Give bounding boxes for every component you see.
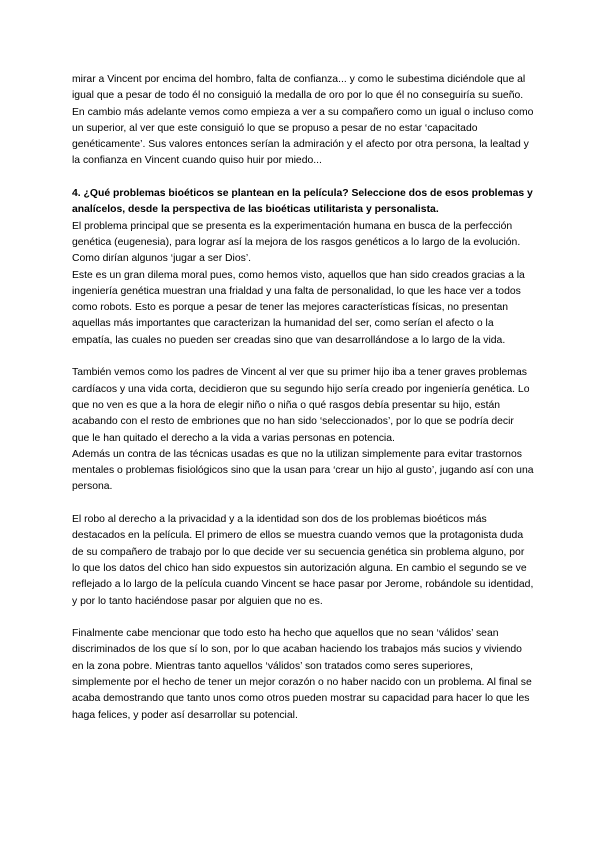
- paragraph-dilema-moral: Este es un gran dilema moral pues, como hemos visto, aquellos que han sido creados gracias a la ingeniería genética muestran una frialdad y una falta de personalidad, lo que les hace ver a todos como robots. Esto es porque a pesar de tener las mejores características físicas, no presentan aquellas más importantes que caracterizan la humanidad del ser, como serían el afecto o la empatía, las cuales no pueden ser creadas sino que van desarrollándose a lo largo de la vida.: [72, 269, 525, 346]
- spacer: [72, 349, 534, 365]
- spacer: [72, 170, 534, 186]
- intro-paragraph: mirar a Vincent por encima del hombro, falta de confianza... y como le subestima diciéndole que al igual que a pesar de todo él no consiguió la medalla de oro por lo que él no conseguiría su sueño. En cambio más adelante vemos como empieza a ver a su compañero como un igual o incluso como un superior, al ver que este consiguió lo que se propuso a pesar de no estar ‘capacitado genéticamente’. Sus valores entonces serían la admiración y el afecto por otra persona, la lealtad y la confianza en Vincent cuando quiso huir por miedo...: [72, 74, 534, 167]
- paragraph-padres-vincent: También vemos como los padres de Vincent al ver que su primer hijo iba a tener graves problemas cardíacos y una vida corta, decidieron que su segundo hijo sería creado por ingeniería genética. Lo que no ven es que a la hora de elegir niño o niña o qué rasgos debía presentar su hijo, están acabando con el resto de embriones que no han sido ‘seleccionados’, por lo que se podría decir que le han quitado el derecho a la vida a varias personas en potencia.: [72, 367, 530, 444]
- section-heading: 4. ¿Qué problemas bioéticos se plantean en la película? Seleccione dos de esos problemas y analícelos, desde la perspectiva de las bioéticas utilitarista y personalista.: [72, 188, 533, 216]
- paragraph-privacidad-identidad: El robo al derecho a la privacidad y a la identidad son dos de los problemas bioéticos más destacados en la película. El primero de ellos se muestra cuando vemos que la protagonista duda de su compañero de trabajo por lo que decide ver su secuencia genética sin problema alguno, por lo que los datos del chico han sido expuestos sin autorización alguna. En cambio el segundo se ve reflejado a lo largo de la película cuando Vincent se hace pasar por Jerome, robándole su identidad, y por lo tanto haciéndose pasar por alguien que no es.: [72, 514, 534, 607]
- paragraph-tecnicas: Además un contra de las técnicas usadas es que no la utilizan simplemente para evitar trastornos mentales o problemas fisiológicos sino que la usan para ‘crear un hijo al gusto’, jugando así con una persona.: [72, 448, 534, 493]
- spacer: [72, 610, 534, 626]
- spacer: [72, 496, 534, 512]
- paragraph-eugenesia: El problema principal que se presenta es la experimentación humana en busca de la perfección genética (eugenesia), para lograr así la mejora de los rasgos genéticos a lo largo de la evolución. Como dirían algunos ‘jugar a ser Dios’.: [72, 220, 521, 265]
- document-page: [72, 72, 534, 724]
- paragraph-discriminacion: Finalmente cabe mencionar que todo esto ha hecho que aquellos que no sean ‘válidos’ sean discriminados de los que sí lo son, por lo que acaban haciendo los trabajos más sucios y viviendo en la zona pobre. Mientras tanto aquellos ‘válidos’ son tratados como seres superiores, simplemente por el hecho de tener un mejor corazón o no haber nacido con un problema. Al final se acaba demostrando que tanto unos como otros pueden mostrar su capacidad para hacer lo que les haga felices, y poder así desarrollar su potencial.: [72, 628, 532, 721]
